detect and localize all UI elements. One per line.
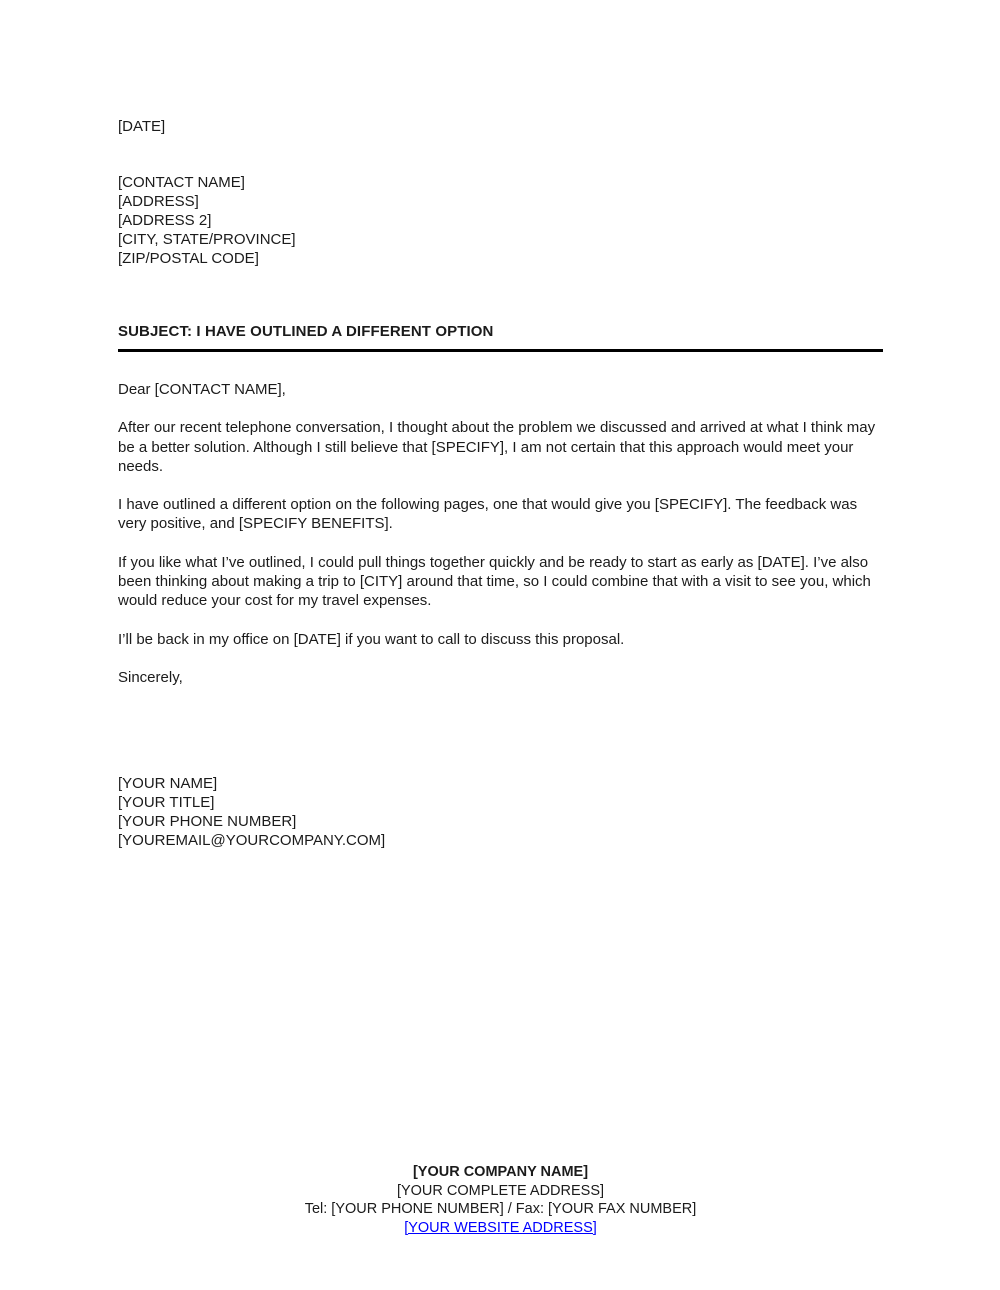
footer-company-name: [YOUR COMPANY NAME] — [412, 1164, 589, 1180]
signature-email: [YOUREMAIL@YOURCOMPANY.COM] — [118, 832, 386, 849]
signature-name: [YOUR NAME] — [118, 775, 218, 792]
footer-website-link[interactable]: [YOUR WEBSITE ADDRESS] — [404, 1219, 597, 1236]
recipient-city-state: [CITY, STATE/PROVINCE] — [118, 231, 296, 248]
recipient-address-line-1: [ADDRESS] — [118, 193, 199, 210]
page-footer — [118, 1163, 883, 1237]
signature-title: [YOUR TITLE] — [118, 794, 215, 811]
subject-divider-rule — [118, 349, 883, 352]
salutation-line: Dear [CONTACT NAME], — [118, 381, 286, 398]
footer-contact: Tel: [YOUR PHONE NUMBER] / Fax: [YOUR FAX NUMBER] — [304, 1201, 697, 1217]
recipient-postal-code: [ZIP/POSTAL CODE] — [118, 250, 259, 267]
signature-phone: [YOUR PHONE NUMBER] — [118, 813, 297, 830]
body-paragraph-2: I have outlined a different option on the following pages, one that would give you [SPECIFY]. The feedback was very positive, and [SPECIFY BENEFITS]. — [118, 496, 858, 533]
recipient-address-block — [118, 173, 296, 268]
body-paragraph-4: I’ll be back in my office on [DATE] if you want to call to discuss this proposal. — [118, 630, 625, 648]
date-line: [DATE] — [118, 118, 166, 135]
subject-block — [118, 322, 883, 352]
footer-address: [YOUR COMPLETE ADDRESS] — [396, 1182, 605, 1199]
recipient-address-line-2: [ADDRESS 2] — [118, 212, 212, 229]
signature-block — [118, 774, 385, 850]
closing-line: Sincerely, — [118, 668, 183, 686]
body-paragraph-3: If you like what I’ve outlined, I could pull things together quickly and be ready to start as early as [DATE]. I’ve also been thinking about making a trip to [CITY] around that time, so I could combine that with a visit to see you, which would reduce your cost for my travel expenses. — [118, 553, 871, 610]
letter-body — [118, 380, 883, 687]
recipient-contact-name: [CONTACT NAME] — [118, 174, 245, 191]
body-paragraph-1: After our recent telephone conversation, I thought about the problem we discussed and arrived at what I think may be a better solution. Although I still believe that [SPECIFY], I am not certain that this approach would meet your needs. — [118, 419, 876, 475]
subject-line: SUBJECT: I HAVE OUTLINED A DIFFERENT OPTION — [118, 323, 494, 340]
